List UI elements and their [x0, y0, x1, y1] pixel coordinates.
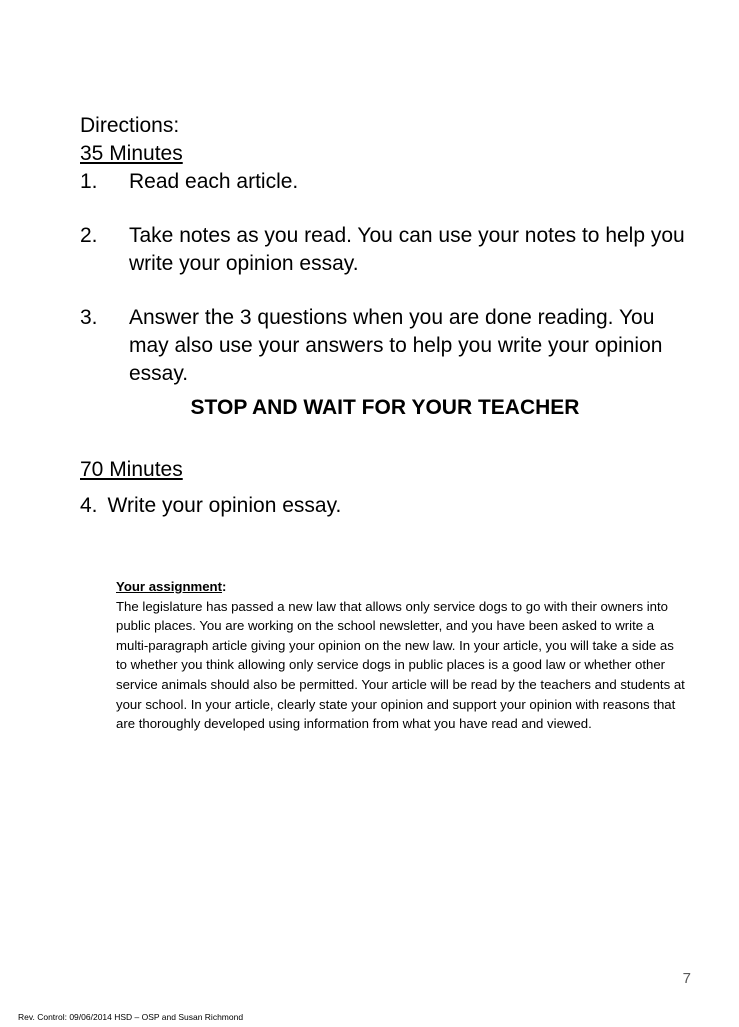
page-number: 7	[682, 970, 691, 987]
time-35-minutes: 35 Minutes	[80, 142, 183, 165]
assignment-box	[116, 577, 686, 734]
assignment-title	[116, 577, 686, 597]
stop-heading: STOP AND WAIT FOR YOUR TEACHER	[190, 396, 580, 419]
list-number: 3.	[80, 306, 98, 329]
directions-heading: Directions:	[80, 114, 180, 137]
list-item-2	[80, 222, 690, 278]
list-number: 2.	[80, 224, 98, 247]
list-text: Take notes as you read. You can use your notes to help you write your opinion essay.	[129, 224, 685, 275]
list-item-4	[80, 492, 690, 520]
list-text: Read each article.	[129, 170, 299, 193]
list-item-3	[80, 304, 690, 388]
assignment-title-colon: :	[222, 579, 227, 594]
list-number: 4.	[80, 494, 98, 517]
list-text: Write your opinion essay.	[107, 494, 342, 517]
revision-footer: Rev. Control: 09/06/2014 HSD – OSP and Susan Richmond	[18, 1012, 244, 1022]
list-text: Answer the 3 questions when you are done reading. You may also use your answers to help you write your opinion essay.	[129, 306, 663, 385]
directions-section	[80, 112, 690, 520]
list-number: 1.	[80, 170, 98, 193]
assignment-title-text: Your assignment	[116, 579, 223, 594]
time-70-minutes: 70 Minutes	[80, 458, 183, 481]
list-item-1	[80, 168, 690, 196]
assignment-body: The legislature has passed a new law that allows only service dogs to go with their owners into public places. You are working on the school newsletter, and you have been asked to write a multi-paragraph article giving your opinion on the new law. In your article, you will take a side as to whether you think allowing only service dogs in public places is a good law or whether other service animals should also be permitted. Your article will be read by the teachers and students at your school. In your article, clearly state your opinion and support your opinion with reasons that are thoroughly developed using information from what you have read and viewed.	[116, 598, 685, 732]
